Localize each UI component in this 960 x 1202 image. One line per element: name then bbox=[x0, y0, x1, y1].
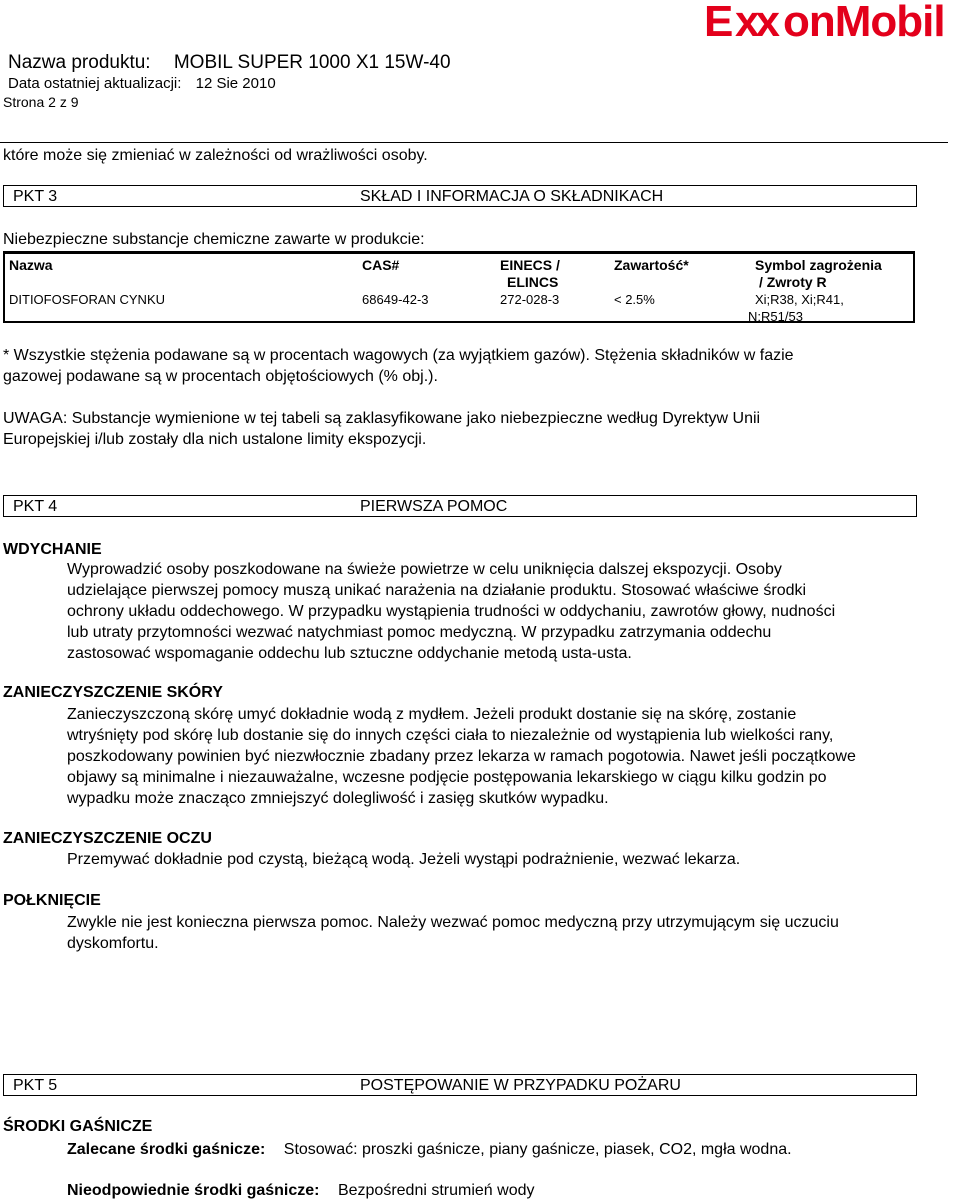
recommended-media bbox=[67, 1139, 792, 1160]
col-cas: CAS# bbox=[362, 257, 400, 273]
section-4-number: PKT 4 bbox=[13, 498, 58, 515]
update-line bbox=[8, 75, 276, 92]
section-3-header bbox=[3, 185, 917, 207]
svg-text:xx: xx bbox=[735, 0, 776, 44]
cell-symbol-2: N;R51/53 bbox=[748, 309, 803, 324]
text-line: Przemywać dokładnie pod czystą, bieżącą wodą. Jeżeli wystąpi podrażnienie, wezwać lekarza. bbox=[67, 851, 741, 868]
inhalation-text bbox=[67, 559, 947, 664]
text-line: poszkodowany powinien być niezwłocznie zbadany przez lekarza w ramach pogotowia. Nawet jeśli początkowe bbox=[67, 748, 856, 765]
col-name: Nazwa bbox=[9, 257, 53, 273]
eye-text bbox=[67, 849, 947, 870]
product-label: Nazwa produktu: bbox=[8, 52, 151, 73]
col-einecs-1: EINECS / bbox=[500, 257, 560, 273]
product-name: MOBIL SUPER 1000 X1 15W-40 bbox=[173, 52, 451, 73]
concentration-note-1: * Wszystkie stężenia podawane są w procentach wagowych (za wyjątkiem gazów). Stężenia składników w fazie bbox=[3, 347, 794, 364]
section-5-number: PKT 5 bbox=[13, 1077, 58, 1094]
col-einecs-2: ELINCS bbox=[507, 274, 559, 290]
text-line: dyskomfortu. bbox=[67, 935, 159, 952]
ingestion-text bbox=[67, 912, 947, 954]
unsuitable-value: Bezpośredni strumień wody bbox=[337, 1182, 535, 1199]
text-line: wtryśnięty pod skórę lub dostanie się do innych części ciała to niezależnie od wystąpienia lub wielkości rany, bbox=[67, 727, 834, 744]
hazard-table bbox=[3, 251, 915, 323]
text-line: udzielające pierwszej pomocy muszą unikać narażenia na działanie produktu. Stosować właściwe środki bbox=[67, 582, 807, 599]
text-line: zastosować wspomaganie oddechu lub sztuczne oddychanie metodą usta-usta. bbox=[67, 645, 632, 662]
col-content: Zawartość* bbox=[614, 257, 689, 273]
cell-symbol-1: Xi;R38, Xi;R41, bbox=[755, 292, 844, 307]
svg-text:onMobil: onMobil bbox=[783, 0, 945, 44]
inhalation-heading: WDYCHANIE bbox=[3, 541, 102, 558]
text-line: ochrony układu oddechowego. W przypadku wystąpienia trudności w oddychaniu, zawrotów głowy, nudności bbox=[67, 603, 836, 620]
text-line: Wyprowadzić osoby poszkodowane na świeże powietrze w celu uniknięcia dalszej ekspozycji. Osoby bbox=[67, 561, 782, 578]
section-3-title: SKŁAD I INFORMACJA O SKŁADNIKACH bbox=[360, 188, 664, 205]
updated-label: Data ostatniej aktualizacji: bbox=[8, 75, 182, 92]
hazard-lead: Niebezpieczne substancje chemiczne zawarte w produkcie: bbox=[3, 231, 425, 248]
text-line: Zwykle nie jest konieczna pierwsza pomoc. Należy wezwać pomoc medyczną przy utrzymującym się uczuciu bbox=[67, 914, 839, 931]
intro-line: które może się zmieniać w zależności od wrażliwości osoby. bbox=[3, 147, 428, 164]
cell-content: < 2.5% bbox=[614, 292, 655, 307]
cell-einecs: 272-028-3 bbox=[500, 292, 560, 307]
section-4-title: PIERWSZA POMOC bbox=[360, 498, 508, 515]
svg-text:E: E bbox=[704, 0, 733, 44]
col-symbol-2: / Zwroty R bbox=[759, 274, 827, 290]
text-line: lub utraty przytomności wezwać natychmiast pomoc medyczną. W przypadku zatrzymania oddechu bbox=[67, 624, 772, 641]
concentration-note-2: gazowej podawane są w procentach objętościowych (% obj.). bbox=[3, 368, 438, 385]
exxonmobil-logo bbox=[704, 0, 960, 44]
section-3-number: PKT 3 bbox=[13, 188, 58, 205]
warning-line-1: UWAGA: Substancje wymienione w tej tabeli są zaklasyfikowane jako niebezpieczne według Dyrektyw Unii bbox=[3, 410, 761, 427]
text-line: objawy są minimalne i niezauważalne, wczesne podjęcie postępowania lekarskiego w ciągu kilku godzin po bbox=[67, 769, 827, 786]
unsuitable-label: Nieodpowiednie środki gaśnicze: bbox=[67, 1182, 320, 1199]
warning-line-2: Europejskiej i/lub zostały dla nich ustalone limity ekspozycji. bbox=[3, 431, 427, 448]
recommended-value: Stosować: proszki gaśnicze, piany gaśnicze, piasek, CO2, mgła wodna. bbox=[283, 1141, 792, 1158]
text-line: Zanieczyszczoną skórę umyć dokładnie wodą z mydłem. Jeżeli produkt dostanie się na skórę, zostanie bbox=[67, 706, 797, 723]
recommended-label: Zalecane środki gaśnicze: bbox=[67, 1141, 266, 1158]
skin-text bbox=[67, 704, 947, 809]
extinguishing-heading: ŚRODKI GAŚNICZE bbox=[3, 1118, 153, 1135]
text-line: wypadku może znacząco zmniejszyć dolegliwość i zasięg skutków wypadku. bbox=[67, 790, 609, 807]
section-4-header bbox=[3, 495, 917, 517]
section-5-header bbox=[3, 1074, 917, 1096]
section-5-title: POSTĘPOWANIE W PRZYPADKU POŻARU bbox=[360, 1077, 681, 1094]
eye-heading: ZANIECZYSZCZENIE OCZU bbox=[3, 830, 212, 847]
ingestion-heading: POŁKNIĘCIE bbox=[3, 892, 101, 909]
product-line bbox=[8, 52, 451, 74]
skin-heading: ZANIECZYSZCZENIE SKÓRY bbox=[3, 684, 223, 701]
col-symbol-1: Symbol zagrożenia bbox=[755, 257, 882, 273]
cell-cas: 68649-42-3 bbox=[362, 292, 429, 307]
header-divider bbox=[0, 142, 948, 143]
updated-date: 12 Sie 2010 bbox=[195, 75, 276, 92]
unsuitable-media bbox=[67, 1180, 535, 1201]
page-number: Strona 2 z 9 bbox=[3, 94, 79, 110]
cell-name: DITIOFOSFORAN CYNKU bbox=[9, 292, 166, 307]
